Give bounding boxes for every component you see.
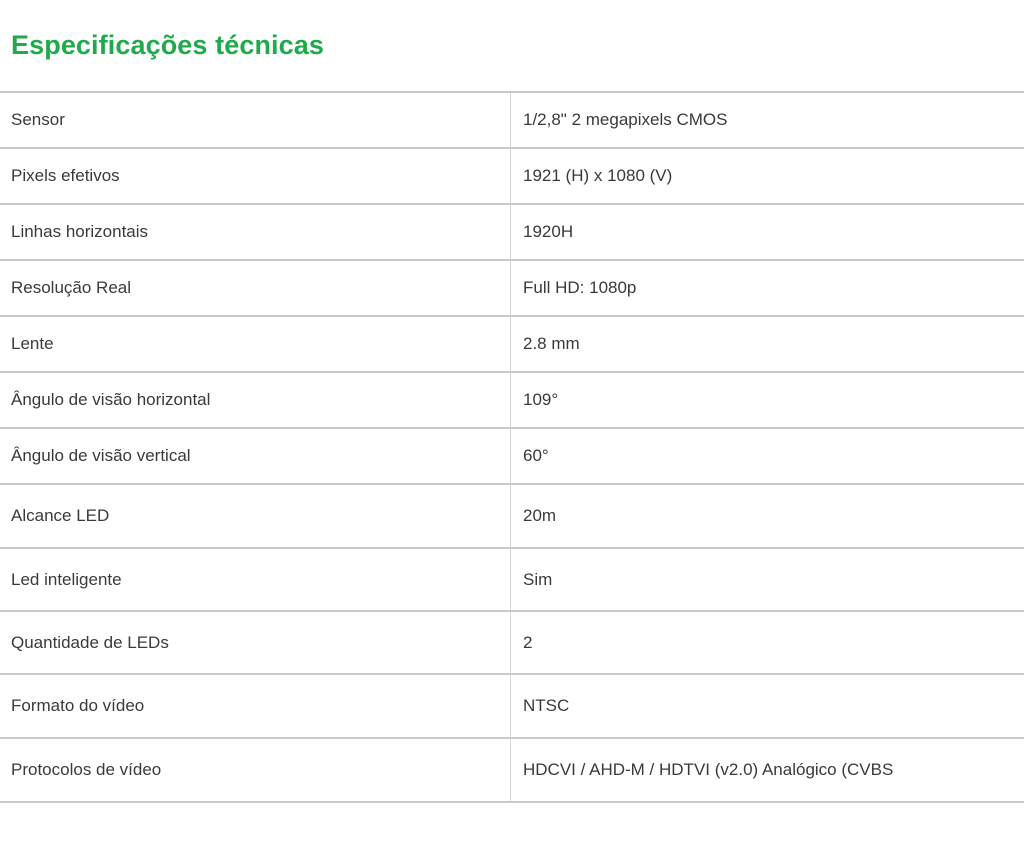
spec-label: Alcance LED xyxy=(0,484,511,548)
spec-label: Quantidade de LEDs xyxy=(0,611,511,674)
spec-label: Led inteligente xyxy=(0,548,511,611)
table-row xyxy=(0,674,1024,738)
spec-value: Full HD: 1080p xyxy=(511,260,1024,316)
page-title: Especificações técnicas xyxy=(11,30,324,60)
table-row xyxy=(0,92,1024,148)
spec-label: Resolução Real xyxy=(0,260,511,316)
spec-value: 1920H xyxy=(511,204,1024,260)
table-row xyxy=(0,260,1024,316)
spec-label: Linhas horizontais xyxy=(0,204,511,260)
spec-label: Lente xyxy=(0,316,511,372)
spec-value: 1/2,8" 2 megapixels CMOS xyxy=(511,92,1024,148)
table-row xyxy=(0,548,1024,611)
table-row xyxy=(0,372,1024,428)
table-row xyxy=(0,428,1024,484)
spec-value: 2.8 mm xyxy=(511,316,1024,372)
table-row xyxy=(0,738,1024,802)
specifications-table xyxy=(0,91,1024,803)
table-row xyxy=(0,484,1024,548)
spec-value: HDCVI / AHD-M / HDTVI (v2.0) Analógico (CVBS xyxy=(511,738,1024,802)
table-row xyxy=(0,611,1024,674)
table-row xyxy=(0,148,1024,204)
spec-value: NTSC xyxy=(511,674,1024,738)
table-row xyxy=(0,316,1024,372)
spec-label: Sensor xyxy=(0,92,511,148)
table-row xyxy=(0,204,1024,260)
spec-value: 60° xyxy=(511,428,1024,484)
spec-label: Formato do vídeo xyxy=(0,674,511,738)
spec-value: 2 xyxy=(511,611,1024,674)
spec-label: Pixels efetivos xyxy=(0,148,511,204)
spec-label: Ângulo de visão vertical xyxy=(0,428,511,484)
spec-value: 109° xyxy=(511,372,1024,428)
spec-label: Protocolos de vídeo xyxy=(0,738,511,802)
spec-value: 20m xyxy=(511,484,1024,548)
spec-value: Sim xyxy=(511,548,1024,611)
spec-label: Ângulo de visão horizontal xyxy=(0,372,511,428)
spec-value: 1921 (H) x 1080 (V) xyxy=(511,148,1024,204)
